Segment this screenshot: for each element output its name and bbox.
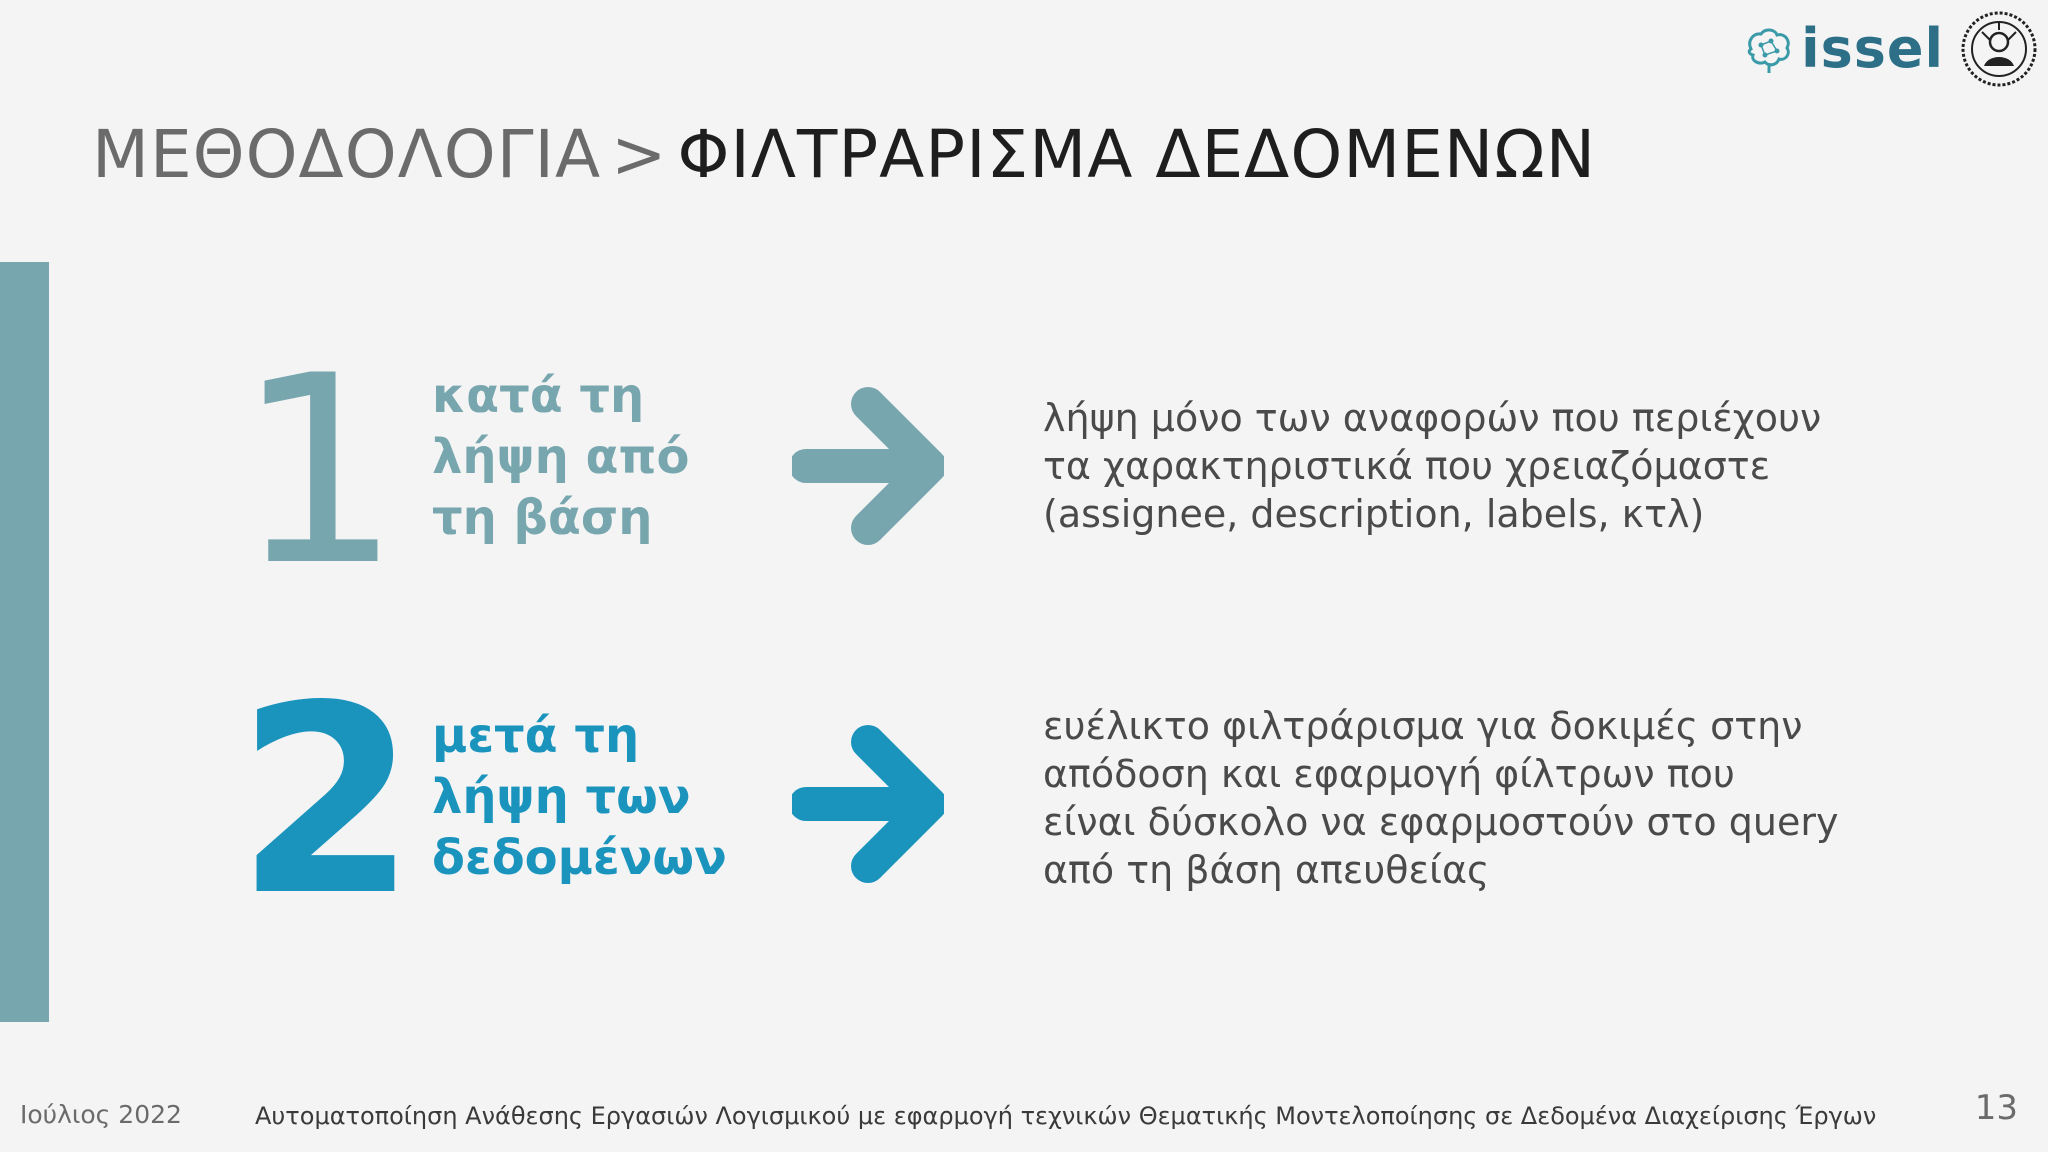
step-label-line: τη βάση (432, 490, 653, 546)
page-title (92, 116, 1597, 193)
footer-date: Ιούλιος 2022 (20, 1100, 182, 1129)
breadcrumb-section: ΜΕΘΟΔΟΛΟΓΙΑ (92, 116, 602, 193)
step-description-line: τα χαρακτηριστικά που χρειαζόμαστε (1043, 444, 1771, 488)
side-accent-bar (0, 262, 49, 1022)
step-description-line: απόδοση και εφαρμογή φίλτρων που (1043, 752, 1735, 796)
step-label (432, 366, 689, 549)
step-description-line: λήψη μόνο των αναφορών που περιέχουν (1043, 396, 1822, 440)
arrow-right-icon (792, 384, 944, 548)
step-description-line: είναι δύσκολο να εφαρμοστούν στο query (1043, 800, 1839, 844)
step-description-line: (assignee, description, labels, κτλ) (1043, 492, 1705, 536)
arrow-right-icon (792, 722, 944, 886)
university-seal-icon (1960, 10, 2038, 88)
step-label-line: δεδομένων (432, 830, 727, 886)
step-label-line: λήψη από (432, 429, 690, 485)
brain-logo-icon (1741, 21, 1797, 77)
issel-logo (1741, 10, 2038, 88)
step-description-line: από τη βάση απευθείας (1043, 848, 1490, 892)
step-label-line: λήψη των (432, 769, 691, 825)
step-label-line: κατά τη (432, 368, 645, 424)
footer-presentation-title: Αυτοματοποίηση Ανάθεσης Εργασιών Λογισμικού με εφαρμογή τεχνικών Θεματικής Μοντελοποίησης σε Δεδομένα Διαχείρισης Έργων (255, 1102, 1877, 1130)
step-label-line: μετά τη (432, 708, 640, 764)
breadcrumb-current: ΦΙΛΤΡΑΡΙΣΜΑ ΔΕΔΟΜΕΝΩΝ (677, 116, 1597, 193)
step-description (1043, 394, 1821, 538)
step-number: 1 (236, 321, 402, 623)
logo-text: issel (1801, 17, 1944, 80)
step-label (432, 706, 727, 889)
breadcrumb-separator: > (611, 116, 668, 193)
step-description-line: ευέλικτο φιλτράρισμα για δοκιμές στην (1043, 704, 1803, 748)
page-number: 13 (1974, 1088, 2018, 1128)
step-description (1043, 702, 1838, 894)
step-number: 2 (236, 651, 417, 953)
